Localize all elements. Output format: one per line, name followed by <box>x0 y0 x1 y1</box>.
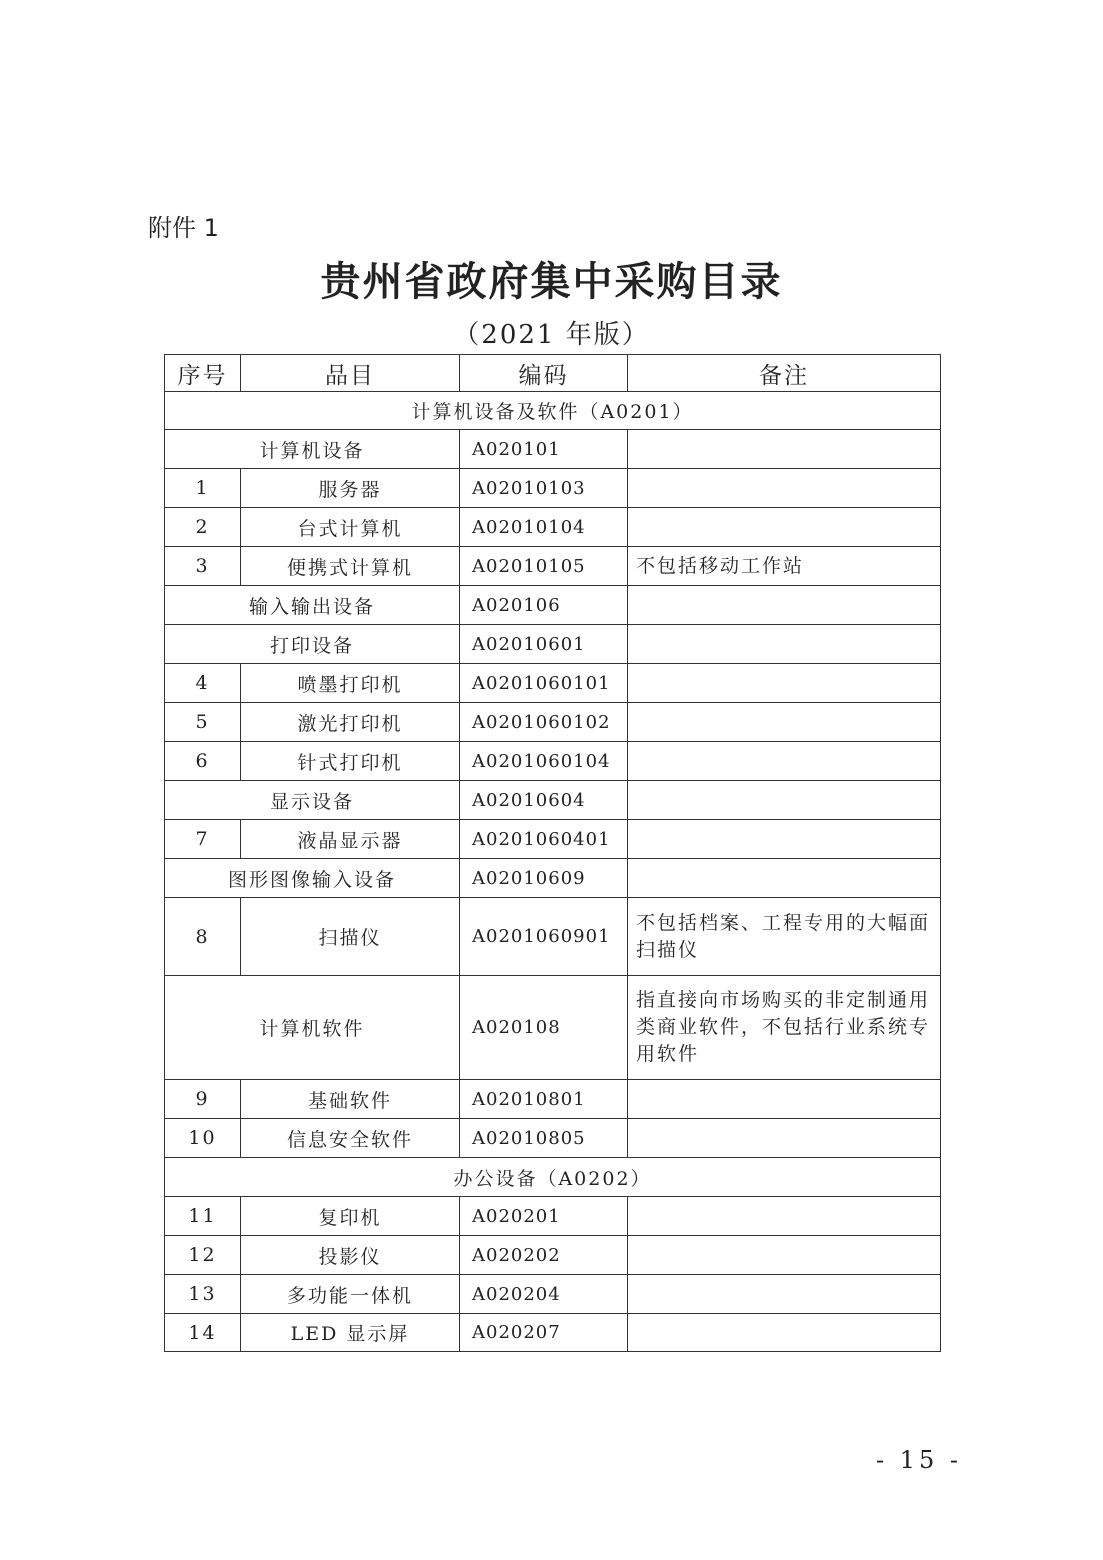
table-header-row <box>165 355 941 392</box>
header-note: 备注 <box>628 355 941 392</box>
row-number: 12 <box>165 1236 241 1275</box>
row-note <box>628 1236 941 1275</box>
row-number: 11 <box>165 1197 241 1236</box>
row-number: 13 <box>165 1275 241 1314</box>
table-row <box>165 547 941 586</box>
row-number: 4 <box>165 664 241 703</box>
row-note: 不包括档案、工程专用的大幅面扫描仪 <box>628 898 941 976</box>
row-number: 7 <box>165 820 241 859</box>
row-note <box>628 469 941 508</box>
category-name: 计算机软件 <box>165 976 460 1080</box>
edition-label: （2021 年版） <box>453 320 650 350</box>
table-row <box>165 703 941 742</box>
row-item: 喷墨打印机 <box>241 664 460 703</box>
category-note <box>628 781 941 820</box>
category-row <box>165 430 941 469</box>
row-number: 3 <box>165 547 241 586</box>
row-code: A02010105 <box>460 547 628 586</box>
row-code: A020207 <box>460 1314 628 1352</box>
category-row <box>165 625 941 664</box>
row-note <box>628 820 941 859</box>
category-name: 计算机设备 <box>165 430 460 469</box>
category-row <box>165 976 941 1080</box>
row-note <box>628 1197 941 1236</box>
category-note <box>628 430 941 469</box>
header-code: 编码 <box>460 355 628 392</box>
category-row <box>165 781 941 820</box>
row-code: A0201060104 <box>460 742 628 781</box>
table-row <box>165 1197 941 1236</box>
row-code: A02010103 <box>460 469 628 508</box>
row-code: A0201060102 <box>460 703 628 742</box>
row-note <box>628 703 941 742</box>
table-row <box>165 1080 941 1119</box>
page-number: - 15 - <box>876 1446 963 1474</box>
row-item: 台式计算机 <box>241 508 460 547</box>
attachment-label: 附件 1 <box>148 214 219 242</box>
row-item: LED 显示屏 <box>241 1314 460 1352</box>
row-number: 10 <box>165 1119 241 1158</box>
category-name: 输入输出设备 <box>165 586 460 625</box>
procurement-catalog-table <box>164 354 941 1352</box>
category-name: 打印设备 <box>165 625 460 664</box>
row-note <box>628 1080 941 1119</box>
section-title: 计算机设备及软件（A0201） <box>165 392 941 430</box>
row-note <box>628 664 941 703</box>
category-code: A020108 <box>460 976 628 1080</box>
row-code: A0201060901 <box>460 898 628 976</box>
document-title: 贵州省政府集中采购目录 <box>320 258 783 305</box>
row-code: A02010805 <box>460 1119 628 1158</box>
row-item: 信息安全软件 <box>241 1119 460 1158</box>
table-row <box>165 1119 941 1158</box>
row-note <box>628 742 941 781</box>
category-note: 指直接向市场购买的非定制通用类商业软件，不包括行业系统专用软件 <box>628 976 941 1080</box>
category-note <box>628 859 941 898</box>
section-title: 办公设备（A0202） <box>165 1158 941 1197</box>
category-row <box>165 586 941 625</box>
row-note <box>628 508 941 547</box>
category-code: A02010604 <box>460 781 628 820</box>
row-note: 不包括移动工作站 <box>628 547 941 586</box>
row-note <box>628 1314 941 1352</box>
category-note <box>628 625 941 664</box>
table-row <box>165 664 941 703</box>
row-code: A020201 <box>460 1197 628 1236</box>
table-row <box>165 820 941 859</box>
row-code: A0201060101 <box>460 664 628 703</box>
table-row <box>165 508 941 547</box>
row-item: 复印机 <box>241 1197 460 1236</box>
row-item: 便携式计算机 <box>241 547 460 586</box>
section-row <box>165 392 941 430</box>
row-item: 投影仪 <box>241 1236 460 1275</box>
row-item: 多功能一体机 <box>241 1275 460 1314</box>
row-number: 2 <box>165 508 241 547</box>
table-row <box>165 742 941 781</box>
header-no: 序号 <box>165 355 241 392</box>
row-item: 激光打印机 <box>241 703 460 742</box>
row-item: 液晶显示器 <box>241 820 460 859</box>
table-row <box>165 1275 941 1314</box>
category-name: 显示设备 <box>165 781 460 820</box>
category-note <box>628 586 941 625</box>
table-row <box>165 1314 941 1352</box>
table-row <box>165 469 941 508</box>
row-item: 服务器 <box>241 469 460 508</box>
row-number: 1 <box>165 469 241 508</box>
row-code: A020204 <box>460 1275 628 1314</box>
category-code: A02010609 <box>460 859 628 898</box>
row-note <box>628 1119 941 1158</box>
row-code: A0201060401 <box>460 820 628 859</box>
table-row <box>165 898 941 976</box>
header-item: 品目 <box>241 355 460 392</box>
row-number: 6 <box>165 742 241 781</box>
category-code: A020101 <box>460 430 628 469</box>
table-row <box>165 1236 941 1275</box>
category-code: A020106 <box>460 586 628 625</box>
row-note <box>628 1275 941 1314</box>
row-code: A020202 <box>460 1236 628 1275</box>
category-row <box>165 859 941 898</box>
category-code: A02010601 <box>460 625 628 664</box>
row-number: 9 <box>165 1080 241 1119</box>
row-number: 8 <box>165 898 241 976</box>
row-number: 5 <box>165 703 241 742</box>
row-item: 针式打印机 <box>241 742 460 781</box>
row-code: A02010801 <box>460 1080 628 1119</box>
row-code: A02010104 <box>460 508 628 547</box>
row-item: 基础软件 <box>241 1080 460 1119</box>
category-name: 图形图像输入设备 <box>165 859 460 898</box>
section-row <box>165 1158 941 1197</box>
row-item: 扫描仪 <box>241 898 460 976</box>
row-number: 14 <box>165 1314 241 1352</box>
